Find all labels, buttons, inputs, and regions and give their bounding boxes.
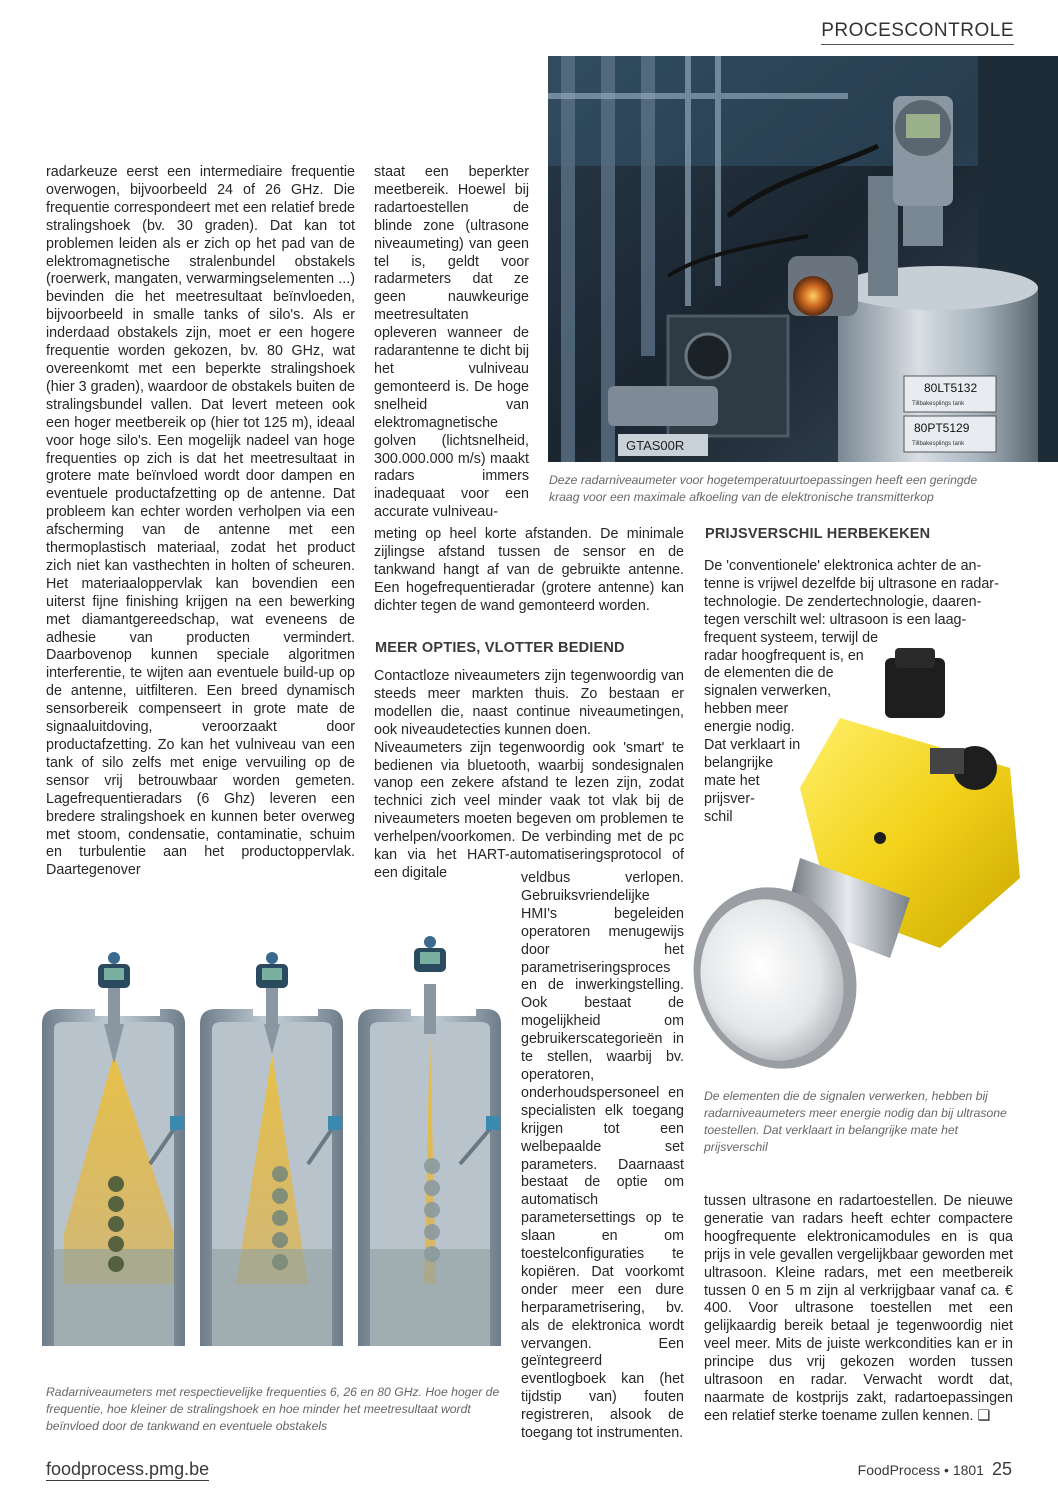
article-column-3-continued — [521, 870, 684, 1443]
text-line: tegen verschilt wel: ultrasoon is een laag- — [704, 611, 967, 628]
article-column-4-continued — [704, 1193, 1013, 1426]
text-line: radar hoogfrequent is, en — [704, 647, 864, 664]
paragraph: staat een beperkter meetbereik. Hoewel bij radartoestellen de blinde zone (ultrasone niveaumeting) van geen tel is, geldt voor radarmeters dat ze geen nauwkeurige meetresultaten opleveren wanneer de radarantenne te dicht bij het vulniveau gemonteerd is. De hoge snelheid van elektromagnetische golven (lichtsnelheid, 300.000.000 m/s) maakt radars immers inadequaat voor een accurate vulniveau- — [374, 164, 529, 521]
photo-tag-label: GTAS00R — [626, 438, 685, 453]
paragraph: Contactloze niveaumeters zijn tegenwoordig van steeds meer markten thuis. Zo bestaan er modellen die, naast continue niveaumetingen, ook niveaudetecties kunnen doen. — [374, 668, 684, 738]
text-line: schil — [704, 808, 733, 825]
text-line: de elementen die de — [704, 665, 834, 682]
paragraph: Niveaumeters zijn tegenwoordig ook 'smart' te bedienen via bluetooth, waarbij sondesignalen vanop een zekere afstand te lezen zijn, zodat technici zich veel minder vaak tot vlak bij de niveaumeters moeten begeven om problemen te verhelpen/voorkomen. De verbinding met de pc kan via het HART-automatiseringsprotocol of een digitale — [374, 739, 684, 881]
text-line: Dat verklaart in — [704, 737, 801, 754]
text-line: frequent systeem, terwijl de — [704, 629, 879, 646]
text-line: mate het — [704, 772, 760, 789]
radar-device-image — [690, 648, 1030, 1078]
section-header — [821, 20, 1014, 45]
tank-diagram-caption: Radarniveaumeters met respectievelijke frequenties 6, 26 en 80 GHz. Hoe hoger de frequentie, hoe kleiner de stralingshoek en hoe minder het meetresultaat wordt beïnvloed door de tankwand en eventuele obstakels — [46, 1385, 500, 1433]
tank-diagram — [40, 934, 515, 1354]
section-title: PROCESCONTROLE — [821, 20, 1014, 45]
tank-26ghz — [200, 952, 343, 1346]
plate-sublabel: Tillbakesplings tank — [912, 441, 965, 447]
article-column-1 — [46, 164, 355, 880]
section-heading: MEER OPTIES, VLOTTER BEDIEND — [375, 640, 625, 656]
photo-caption: Deze radarniveaumeter voor hogetemperatuurtoepassingen heeft een geringde kraag voor een maximale afkoeling van de elektronische transmitterkop — [549, 473, 978, 504]
radar-caption: De elementen die de signalen verwerken, hebben bij radarniveaumeters meer energie nodig dan bij ultrasone toestellen. Dat verklaart in belangrijke mate het prijsverschil — [704, 1089, 1007, 1154]
text-line: signalen verwerken, — [704, 683, 832, 700]
paragraph: veldbus verlopen. Gebruiksvriendelijke HMI's begeleiden operatoren menugewijs door het parametriseringsproces en de inwerkingstelling. Ook bestaat de mogelijkheid om gebruikerscategorieën in te stellen, waarbij bv. operatoren, onderhoudspersoneel en specialisten elk toegang krijgen tot een welbepaalde set parameters. Daarnaast bestaat de optie om automatisch parametersettings op te slaan en om toestelconfiguraties te kopiëren. Dat voorkomt onder meer een dure herparametrisering, bv. als de elektronica wordt vervangen. Een geïntegreerd eventlogboek kan (het tijdstip van) fouten registreren, alsook de toegang tot instrumenten. — [521, 870, 684, 1442]
tank-6ghz — [42, 952, 185, 1346]
text-line: hebben meer — [704, 701, 789, 718]
plate-label: 80PT5129 — [914, 421, 970, 435]
plate-label: 80LT5132 — [924, 381, 978, 395]
radar-meter-photo — [548, 56, 1058, 462]
page-number: 25 — [991, 1459, 1012, 1479]
section-heading: PRIJSVERSCHIL HERBEKEKEN — [705, 526, 931, 542]
text-line: tenne is vrijwel dezelfde bij ultrasone en radar- — [704, 575, 999, 592]
paragraph: meting op heel korte afstanden. De minimale zijlingse afstand tussen de sensor en de tankwand hangt af van de gebruikte antenne. Een hogefrequentieradar (grotere antenne) kan dichter tegen de wand gemonteerd worden. — [374, 526, 684, 614]
text-line: technologie. De zendertechnologie, daaren- — [704, 593, 982, 610]
magazine-issue: FoodProcess • 1801 — [857, 1462, 984, 1478]
text-line: De 'conventionele' elektronica achter de an- — [704, 558, 982, 574]
article-column-2-top — [374, 164, 529, 522]
paragraph: tussen ultrasone en radartoestellen. De nieuwe generatie van radars heeft echter compactere hoogfrequente elektronicamodules en is qua prijs in vele gevallen vergelijkbaar geworden met ultrasoon. Kleine radars, met een meetbereik tussen 0 en 5 m zijn al verkrijgbaar vanaf ca. € 400. Voor ultrasone toestellen met een gelijkaardig bereik betaal je tegenwoordig niet veel meer. Mits de juiste werkcondities kan er in principe dus vrij gekozen worden tussen ultrasoon en radar. Verwacht wordt dat, naarmate de kostprijs zakt, radartoepassingen een relatief sterke toename zullen kennen. ❑ — [704, 1193, 1013, 1424]
text-line: energie nodig. — [704, 719, 795, 736]
article-column-2-continued — [374, 526, 684, 616]
footer-url[interactable]: foodprocess.pmg.be — [46, 1459, 210, 1479]
tank-80ghz — [358, 936, 501, 1346]
text-line: prijsver- — [704, 790, 755, 807]
opties-text — [374, 668, 684, 883]
plate-sublabel: Tillbakesplings tank — [912, 401, 965, 407]
paragraph: radarkeuze eerst een intermediaire frequentie overwogen, bijvoorbeeld 24 of 26 GHz. Die frequentie correspondeert met een relatief brede stralingshoek (bv. 30 graden). Dat kan tot problemen leiden als er zich op het pad van de elektromagnetische stralenbundel obstakels (roerwerk, mangaten, verwarmingselementen ...) bevinden die het meetresultaat beïnvloeden, bijvoorbeeld in smalle tanks of silo's. Als er inderdaad obstakels zijn, moet er een hogere frequentie worden gekozen, bv. 80 GHz, wat overeenkomt met een beperkte stralingshoek (hier 3 graden), waardoor de obstakels buiten de stralingsbundel vallen. Dat levert meteen ook een hoger meetbereik op (hier tot 125 m), ideaal voor hoge silo's. Een mogelijk nadeel van hoge frequenties op zich is dat het meetresultaat in grotere mate beïnvloed wordt door dampen en eventuele productafzetting op de antenne. Dat probleem kan echter worden verholpen via een afscherming van de antenne met een thermoplastisch materiaal, zodat het product zich niet kan vasthechten in holten of scheuren. Het materiaaloppervlak kan bovendien een uiterst fijne finishing krijgen na een bewerking met diamantgereedschap, wat eveneens de adhesie van producten vermindert. Daarbovenop kunnen speciale algoritmen interferentie, te wijten aan eventuele build-up op de antenne, uitfilteren. Een breed dynamisch sensorbereik compenseert in grote mate de signaaluitdoving, veroorzaakt door productafzetting. Zo kan het vulniveau van een tank of silo zelfs met enige vervuiling op de sensor vrij betrouwbaar worden gemeten. Lagefrequentieradars (6 Ghz) leveren een bredere stralingshoek en kunnen beter overweg met stoom, condensatie, contaminatie, schuim en turbulentie aan het productoppervlak. Daartegenover — [46, 164, 355, 879]
footer-page-info — [858, 1458, 1012, 1481]
text-line: belangrijke — [704, 754, 774, 771]
